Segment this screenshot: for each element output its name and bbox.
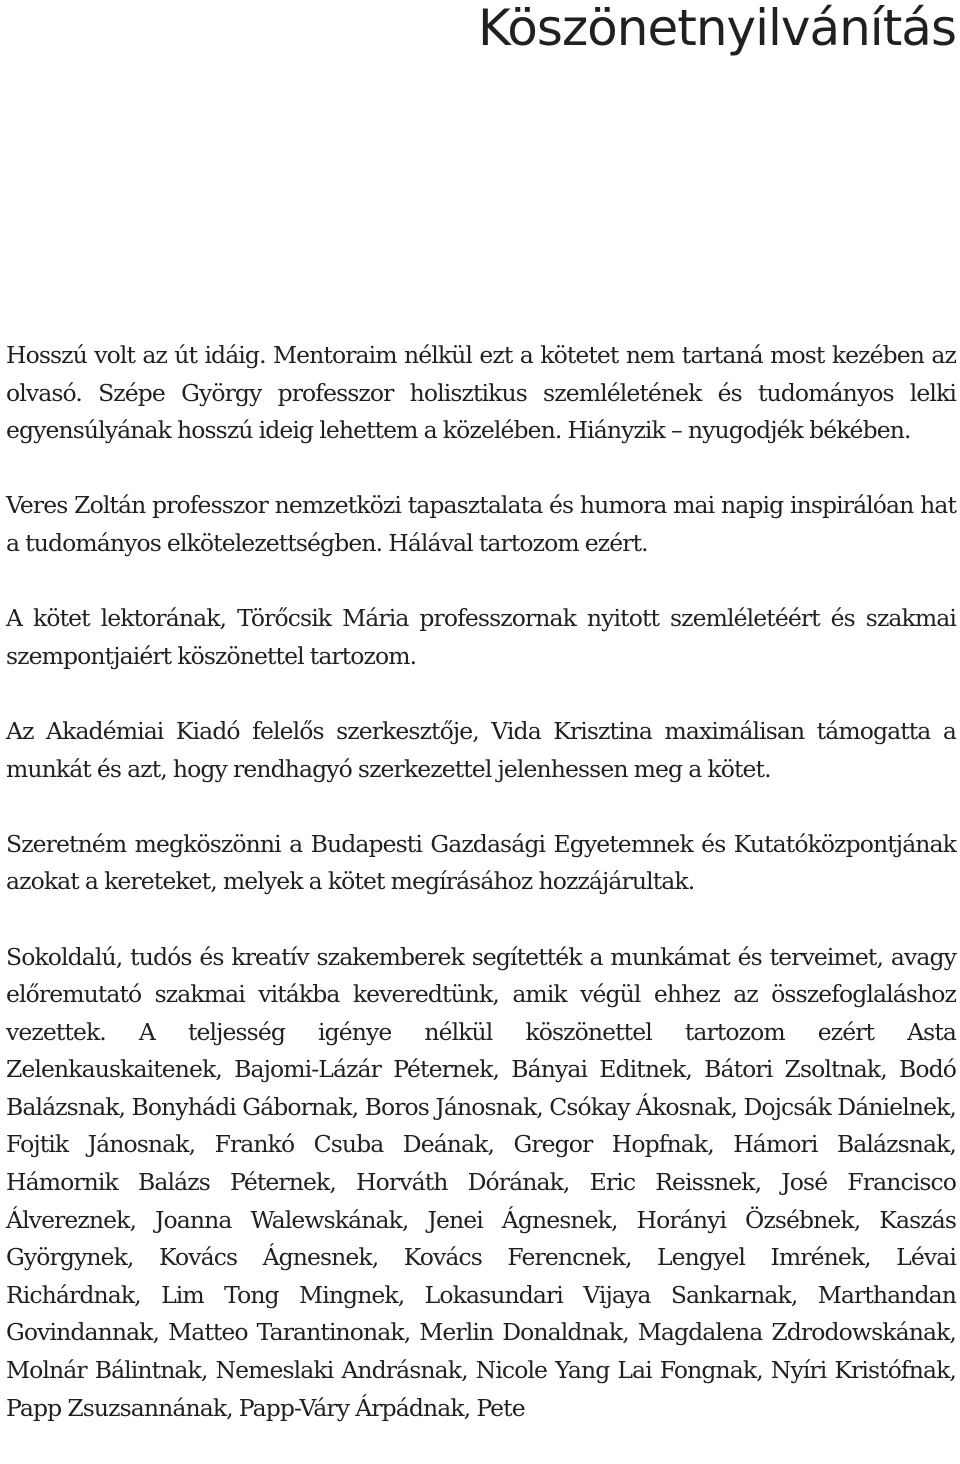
paragraph-publisher: Az Akadémiai Kiadó felelős szerkesztője, Vida Krisztina maximálisan támogatta a munkát és azt, hogy rendhagyó szerkezettel jelenhessen meg a kötet.: [6, 716, 956, 783]
paragraph-veres-zoltan: Veres Zoltán professzor nemzetközi tapasztalata és humora mai napig inspirálóan hat a tudományos elkötelezettségben. Hálával tartozom ezért.: [6, 491, 956, 557]
acknowledgement-body: [6, 337, 956, 1427]
paragraph-reviewer: A kötet lektorának, Törőcsik Mária professzornak nyitott szemléletéért és szakmai szempontjaiért köszönettel tartozom.: [6, 604, 956, 670]
paragraph-colleagues: Sokoldalú, tudós és kreatív szakemberek segítették a munkámat és terveimet, avagy előremutató szakmai vitákba keveredtünk, amik végül ehhez az összefoglaláshoz vezettek. A teljesség igénye nélkül köszönettel tartozom ezért Asta Zelenkauskaitenek, Bajomi-Lázár Péternek, Bányai Editnek, Bátori Zsoltnak, Bodó Balázsnak, Bonyhádi Gábornak, Boros Jánosnak, Csókay Ákosnak, Dojcsák Dánielnek, Fojtik Jánosnak, Frankó Csuba Deának, Gregor Hopfnak, Hámori Balázsnak, Hámornik Balázs Péternek, Horváth Dórának, Eric Reissnek, José Francisco Álvereznek, Joanna Walewskának, Jenei Ágnesnek, Horányi Özsébnek, Kaszás Györgynek, Kovács Ágnesnek, Kovács Ferencnek, Lengyel Imrének, Lévai Richárdnak, Lim Tong Mingnek, Lokasundari Vijaya Sankarnak, Marthandan Govindannak, Matteo Tarantinonak, Merlin Donaldnak, Magdalena Zdrodowskának, Molnár Bálintnak, Nemeslaki Andrásnak, Nicole Yang Lai Fongnak, Nyíri Kristófnak, Papp Zsuzsannának, Papp-Váry Árpádnak, Pete: [6, 942, 956, 1422]
paragraph-mentors: Hosszú volt az út idáig. Mentoraim nélkül ezt a kötetet nem tartaná most kezében az olvasó. Szépe György professzor holisztikus szemléletének és tudományos lelki egyensúlyának hosszú ideig lehettem a közelében. Hiányzik – nyugodjék békében.: [6, 341, 956, 445]
paragraph-university: Szeretném megköszönni a Budapesti Gazdasági Egyetemnek és Kutatóközpontjának azokat a kereteket, melyek a kötet megírásához hozzájárultak.: [6, 829, 956, 896]
page-title: Köszönetnyilvánítás: [478, 0, 956, 57]
